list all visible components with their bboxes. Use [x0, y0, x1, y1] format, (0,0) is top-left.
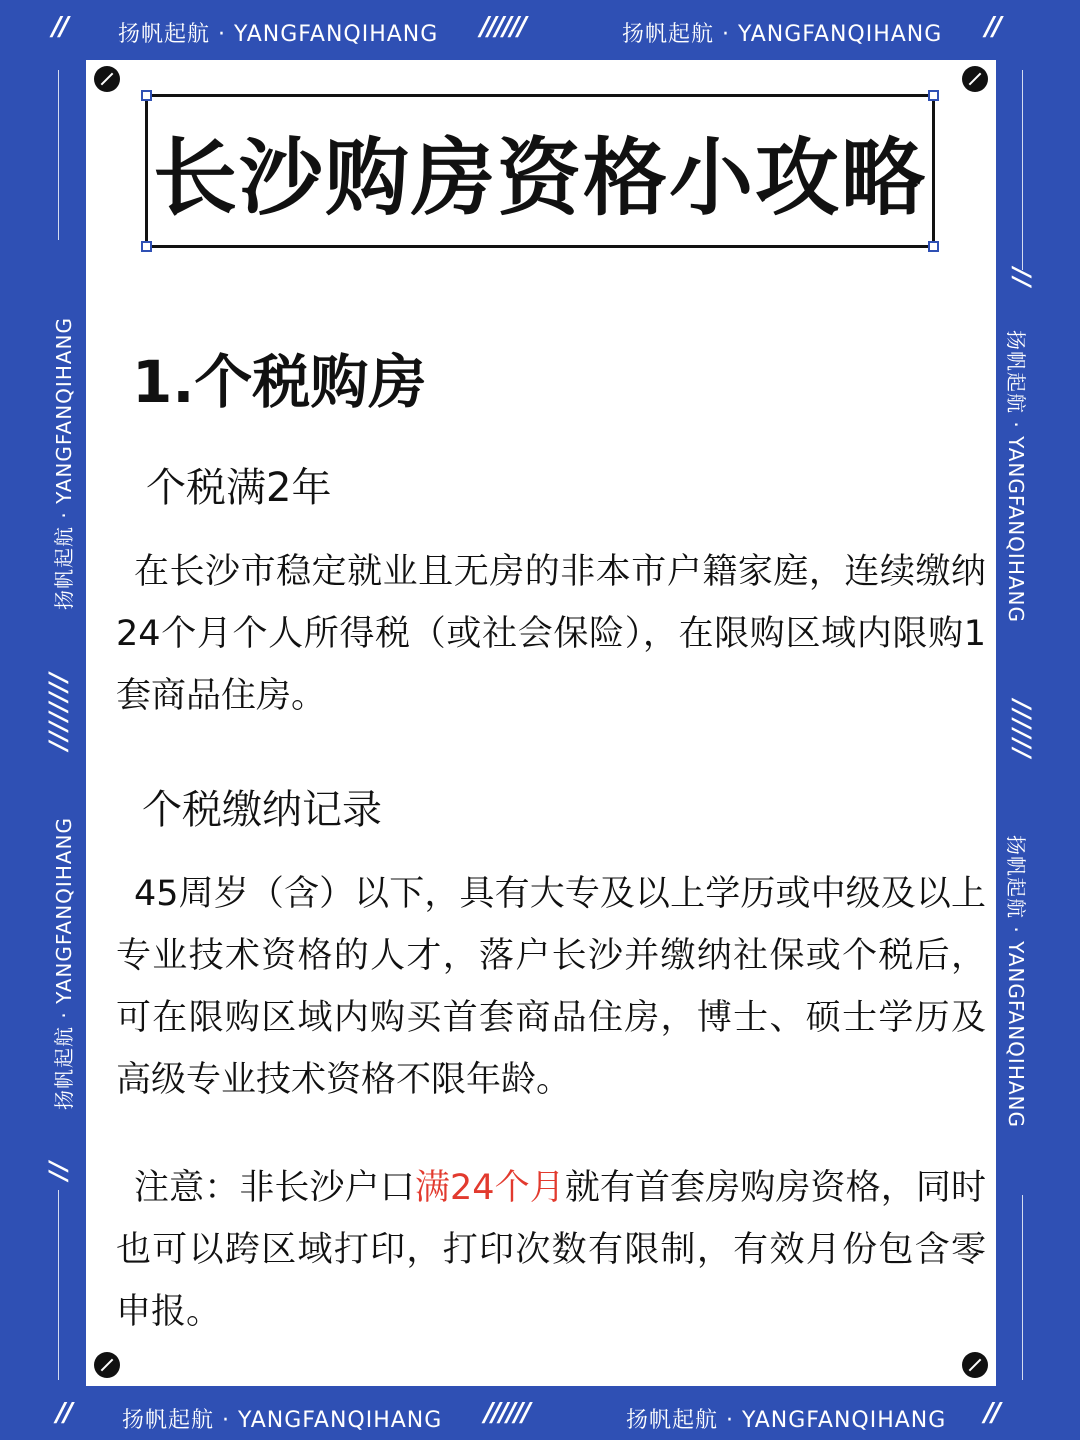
- slash-decoration: //: [984, 1398, 999, 1428]
- brand-text: 扬帆起航 · YANGFANQIHANG: [626, 1408, 947, 1433]
- corner-handle: [928, 241, 939, 252]
- slash-decoration: //: [1008, 268, 1036, 288]
- subheading-tax-record: 个税缴纳记录: [142, 787, 382, 833]
- paragraph-tax-2-years: 在长沙市稳定就业且无房的非本市户籍家庭，连续缴纳24个月个人所得税（或社会保险），在限购区域内限购1套商品住房。: [116, 552, 986, 716]
- slash-decoration: //////: [484, 1398, 529, 1428]
- top-banner: [0, 0, 1080, 58]
- screw-icon: [962, 1352, 988, 1378]
- corner-handle: [928, 90, 939, 101]
- border-line: [1022, 70, 1023, 270]
- brand-text-vertical: 扬帆起航 · YANGFANQIHANG: [1004, 330, 1028, 624]
- note-paragraph: [116, 1157, 986, 1343]
- note-suffix: 就有首套房购房资格，同时也可以跨区域打印，打印次数有限制，有效月份包含零申报。: [116, 1168, 986, 1332]
- slash-decoration: //////: [1008, 700, 1036, 759]
- slash-decoration: ////////: [44, 671, 72, 750]
- paragraph-tax-record: 45周岁（含）以下，具有大专及以上学历或中级及以上专业技术资格的人才，落户长沙并缴纳社保或个税后，可在限购区域内购买首套商品住房，博士、硕士学历及高级专业技术资格不限年龄。: [116, 874, 986, 1100]
- border-line: [1022, 1195, 1023, 1380]
- brand-text-vertical: 扬帆起航 · YANGFANQIHANG: [52, 816, 76, 1110]
- title-frame: [145, 94, 935, 248]
- screw-icon: [962, 66, 988, 92]
- corner-handle: [141, 90, 152, 101]
- border-line: [58, 1190, 59, 1380]
- slash-decoration: //: [56, 1398, 71, 1428]
- brand-text: 扬帆起航 · YANGFANQIHANG: [118, 22, 439, 47]
- corner-handle: [141, 241, 152, 252]
- brand-text-vertical: 扬帆起航 · YANGFANQIHANG: [52, 316, 76, 610]
- border-line: [58, 70, 59, 240]
- brand-text: 扬帆起航 · YANGFANQIHANG: [622, 22, 943, 47]
- slash-decoration: //: [44, 1160, 72, 1180]
- subheading-tax-2-years: 个税满2年: [146, 465, 332, 511]
- note-highlight: 满24个月: [414, 1168, 565, 1208]
- note-prefix: 注意：非长沙户口: [134, 1168, 415, 1208]
- page-title: 长沙购房资格小攻略: [152, 128, 927, 227]
- brand-text-vertical: 扬帆起航 · YANGFANQIHANG: [1004, 835, 1028, 1129]
- slash-decoration: //: [52, 12, 67, 42]
- screw-icon: [94, 1352, 120, 1378]
- brand-text: 扬帆起航 · YANGFANQIHANG: [122, 1408, 443, 1433]
- screw-icon: [94, 66, 120, 92]
- slash-decoration: //////: [480, 12, 525, 42]
- bottom-banner: [0, 1386, 1080, 1440]
- slash-decoration: //: [985, 12, 1000, 42]
- section-heading: 1.个税购房: [132, 348, 427, 416]
- content-card: [86, 60, 996, 1386]
